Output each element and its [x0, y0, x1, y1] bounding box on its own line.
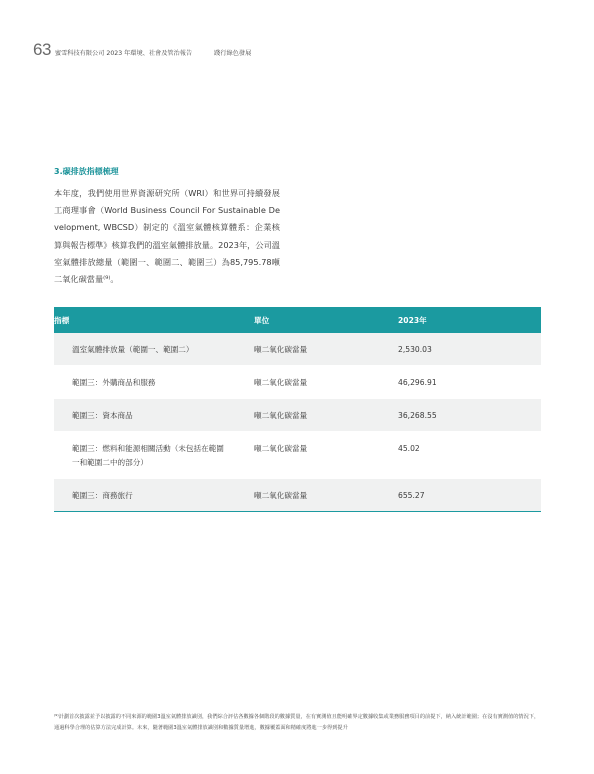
header-indicator: 指標	[54, 315, 70, 325]
report-title: 蜜雪科技有限公司 2023 年環境、社會及管治報告	[54, 50, 193, 57]
header-year: 2023年	[398, 315, 427, 325]
table-row	[54, 432, 541, 479]
row-unit: 噸二氧化碳當量	[254, 411, 308, 420]
table-row	[54, 366, 541, 399]
row-value: 46,296.91	[398, 378, 437, 387]
row-unit: 噸二氧化碳當量	[254, 378, 308, 387]
running-header	[33, 40, 251, 60]
section-name: 踐行綠色發展	[214, 50, 252, 57]
row-unit: 噸二氧化碳當量	[254, 345, 308, 354]
carbon-section	[54, 166, 280, 288]
section-paragraph: 本年度，我們使用世界資源研究所（WRI）和世界可持續發展工商理事會（World Business Council For Sustainable Development, WBCSD）制定的《溫室氣體核算體系：企業核算與報告標準》核算我們的溫室氣體排放量。2023年，公司溫室氣體排放總量（範圍一、範圍二、範圍三）為85,795.78噸二氧化碳當量⁽⁹⁾。	[54, 188, 280, 285]
row-value: 45.02	[398, 444, 420, 453]
row-value: 36,268.55	[398, 411, 437, 420]
header-unit: 單位	[254, 315, 270, 325]
row-indicator: 範圍三：商務旅行	[72, 491, 133, 500]
table-header-row	[54, 307, 541, 333]
table-row	[54, 333, 541, 366]
row-value: 655.27	[398, 491, 425, 500]
table-row	[54, 399, 541, 432]
emissions-table	[54, 307, 541, 512]
footnote: ⁽⁹⁾計劃首次披露並予以披露的不同來源的範圍3溫室氣體排放識別，我們綜合評估各數據各個階段的數據質量，在有實測值且能明確界定數據收集或業務服務項目的前提下，納入統計範圍；在沒有實測值的情況下，通過科學合理的估算方法完成計算。未來，隨著範圍3溫室氣體排放識別和數據質量增進，數據覆蓋面和精確度將進一步得到提升	[54, 714, 540, 731]
row-unit: 噸二氧化碳當量	[254, 491, 308, 500]
row-indicator: 溫室氣體排放量（範圍一、範圍二）	[72, 345, 194, 354]
row-indicator: 範圍三：資本商品	[72, 411, 133, 420]
row-unit: 噸二氧化碳當量	[254, 444, 308, 453]
page-number: 63	[33, 40, 51, 59]
row-value: 2,530.03	[398, 345, 432, 354]
section-title: 3.碳排放指標梳理	[54, 167, 119, 176]
row-indicator: 範圍三：外購商品和服務	[72, 378, 156, 387]
row-indicator: 範圍三：燃料和能源相關活動（未包括在範圍一和範圍二中的部分）	[72, 444, 224, 467]
table-row	[54, 479, 541, 512]
